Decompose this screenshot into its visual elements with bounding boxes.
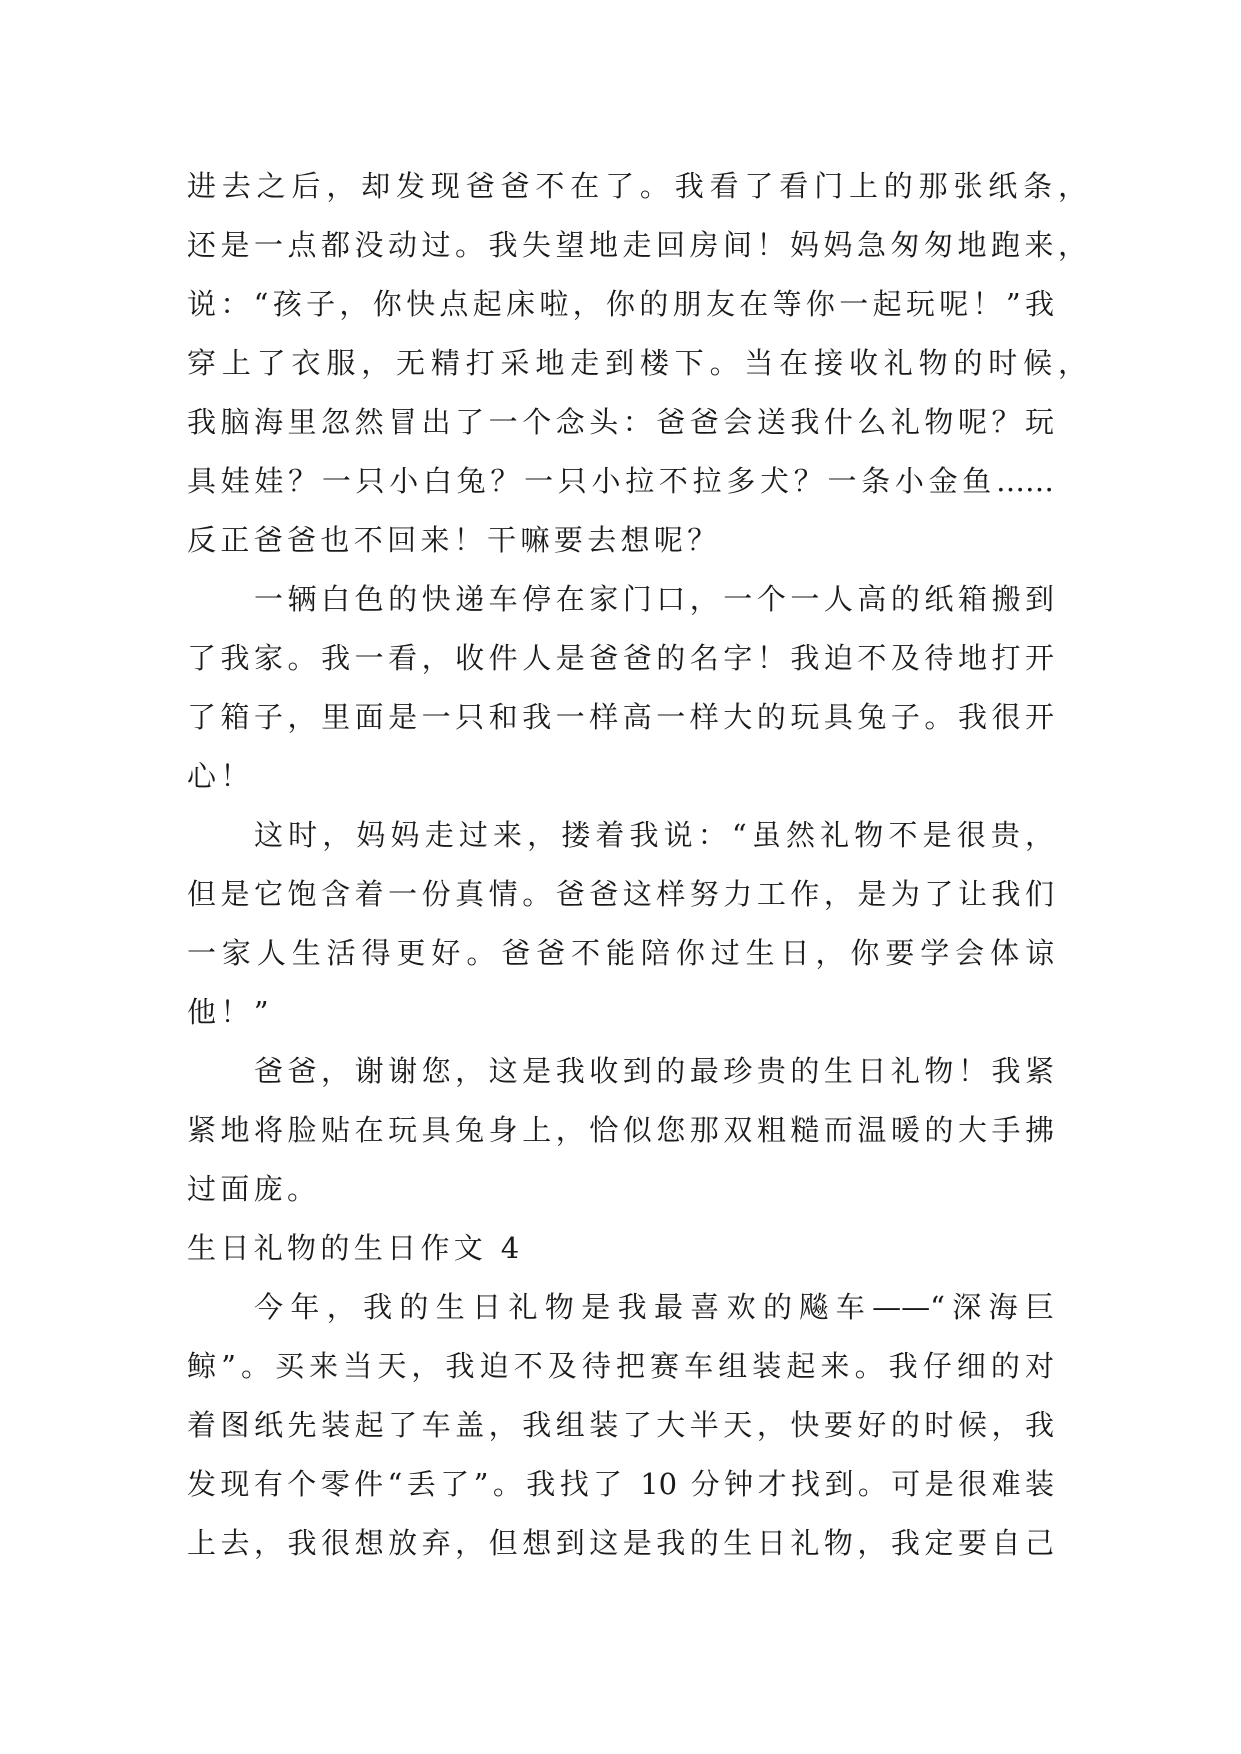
text-line: 今年，我的生日礼物是我最喜欢的飚车——“深海巨	[254, 1290, 1054, 1324]
text-line: 一辆白色的快递车停在家门口，一个一人高的纸箱搬到	[254, 582, 1054, 616]
text-line: 发现有个零件“丢了”。我找了 10 分钟才找到。可是很难装	[187, 1467, 1054, 1501]
paragraph	[187, 806, 1054, 1042]
text-line: 了箱子，里面是一只和我一样高一样大的玩具兔子。我很开	[187, 700, 1054, 734]
text-line: 反正爸爸也不回来！干嘛要去想呢？	[187, 523, 721, 557]
text-line: 爸爸，谢谢您，这是我收到的最珍贵的生日礼物！我紧	[254, 1054, 1054, 1088]
paragraph	[187, 570, 1054, 806]
text-line: 还是一点都没动过。我失望地走回房间！妈妈急匆匆地跑来，	[187, 228, 1087, 262]
text-line: 说：“孩子，你快点起床啦，你的朋友在等你一起玩呢！”我	[187, 287, 1054, 321]
text-line: 了我家。我一看，收件人是爸爸的名字！我迫不及待地打开	[187, 641, 1054, 675]
text-line: 着图纸先装起了车盖，我组装了大半天，快要好的时候，我	[187, 1408, 1054, 1442]
text-line: 一家人生活得更好。爸爸不能陪你过生日，你要学会体谅	[187, 936, 1054, 970]
text-line: 上去，我很想放弃，但想到这是我的生日礼物，我定要自己	[187, 1526, 1054, 1560]
text-line: 过面庞。	[187, 1172, 321, 1206]
text-line: 进去之后，却发现爸爸不在了。我看了看门上的那张纸条，	[187, 169, 1087, 203]
text-line: 我脑海里忽然冒出了一个念头：爸爸会送我什么礼物呢？玩	[187, 405, 1054, 439]
paragraph	[187, 157, 1087, 570]
text-line: 鲸”。买来当天，我迫不及待把赛车组装起来。我仔细的对	[187, 1349, 1054, 1383]
text-line: 穿上了衣服，无精打采地走到楼下。当在接收礼物的时候，	[187, 346, 1087, 380]
essay-title: 生日礼物的生日作文 4	[187, 1231, 524, 1265]
text-body	[187, 157, 1087, 1573]
text-line: 心！	[187, 759, 254, 793]
paragraph	[187, 1042, 1054, 1219]
text-line: 但是它饱含着一份真情。爸爸这样努力工作，是为了让我们	[187, 877, 1054, 911]
text-line: 他！”	[187, 995, 273, 1029]
text-line: 具娃娃？一只小白兔？一只小拉不拉多犬？一条小金鱼……	[187, 464, 1054, 498]
paragraph	[187, 1278, 1054, 1573]
text-line: 紧地将脸贴在玩具兔身上，恰似您那双粗糙而温暖的大手拂	[187, 1113, 1054, 1147]
text-line: 这时，妈妈走过来，搂着我说：“虽然礼物不是很贵，	[254, 818, 1054, 852]
